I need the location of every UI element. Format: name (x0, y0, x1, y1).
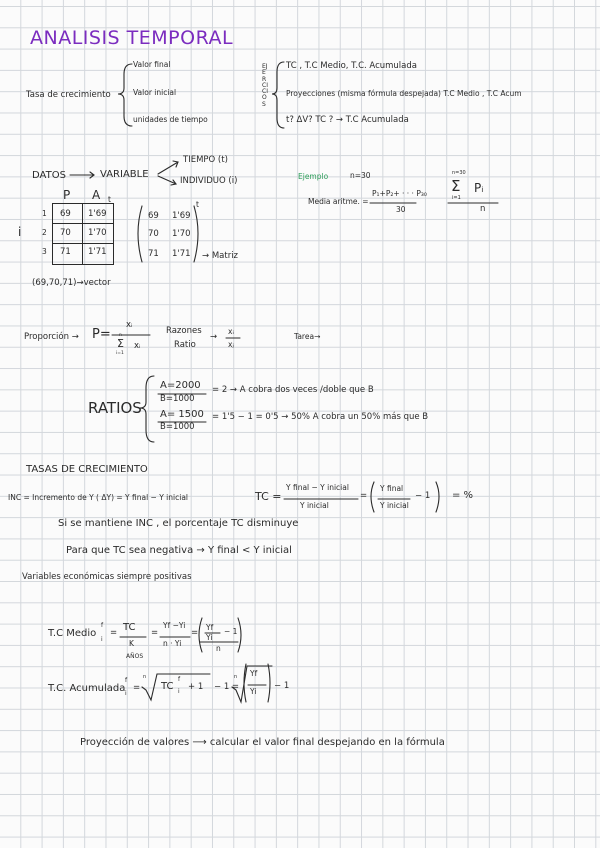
proporcion-p: P= (92, 327, 111, 342)
ejercicio-item: Proyecciones (misma fórmula despejada) T.C Medio , T.C Acum (286, 89, 522, 98)
acumulada-minus-one: − 1 = (214, 682, 240, 692)
ejercicio-item: TC , T.C Medio, T.C. Acumulada (286, 61, 417, 71)
tasa-item: Valor inicial (133, 88, 177, 97)
tiempo-label: TIEMPO (t) (183, 155, 228, 165)
medio-sup: f (101, 622, 104, 629)
medio-label: T.C Medio (48, 628, 97, 639)
individuo-label: INDIVIDUO (i) (180, 176, 238, 186)
row-index: 2 (42, 228, 47, 237)
table-cell: 1'71 (88, 247, 107, 257)
row-index: 1 (42, 209, 47, 218)
razones-arrow: → (210, 332, 218, 342)
ratio2-num: A= 1500 (160, 409, 204, 420)
sum-top: n=30 (452, 170, 466, 176)
acumulada-radicand-sup: f (178, 676, 181, 683)
proporcion-den-top: n (119, 333, 122, 338)
tc-percent: = % (452, 490, 474, 501)
matrix-cell: 1'69 (172, 211, 191, 221)
medio-num: TC (123, 622, 136, 633)
acumulada-r2-num: Yf (250, 669, 258, 678)
ratio-num: xᵢ (228, 327, 234, 336)
matrix-cell: 71 (148, 249, 159, 259)
acumulada-r2-den: Yi (250, 687, 257, 696)
media-label: Media aritme. = (308, 197, 369, 206)
negativa-note: Para que TC sea negativa → Y final < Y inicial (66, 545, 292, 556)
page-title: ANALISIS TEMPORAL (30, 27, 234, 49)
medio-inner-num: Yf (206, 623, 214, 632)
acumulada-radicand-sub: i (178, 688, 180, 695)
tc-paren-den: Y inicial (380, 501, 409, 510)
inc-definition: INC = Incremento de Y ( ΔY) = Y final − Y inicial (8, 493, 188, 502)
acumulada-end: − 1 (274, 681, 290, 691)
proporcion-sigma: Σ (117, 337, 124, 350)
sum-bottom: i=1 (452, 195, 461, 201)
acumulada-label: T.C. Acumulada (48, 683, 126, 694)
medio-anos: AÑOS (126, 653, 144, 660)
sum-denominator: n (480, 204, 486, 214)
proporcion-num: xᵢ (126, 320, 133, 330)
ratio-label: Ratio (174, 340, 196, 350)
tarea-label: Tarea→ (294, 332, 321, 341)
acumulada-plus-one: + 1 (188, 682, 204, 692)
tc-num: Y final − Y inicial (286, 483, 349, 492)
sum-sigma: Σ (451, 177, 461, 195)
matrix-cell: 1'70 (172, 229, 191, 239)
proporcion-den-bottom: i=1 (116, 351, 124, 356)
ratio-den: xⱼ (228, 340, 234, 349)
ejercicios-brace (272, 62, 284, 128)
acumulada-root2-idx: n (234, 674, 238, 680)
medio-sub: i (101, 636, 103, 643)
medio-inner-den: Yi (206, 633, 213, 642)
ratios-brace (140, 376, 154, 442)
tc-paren-num: Y final (380, 484, 404, 493)
matrix-t-mark: t (196, 200, 199, 209)
table-cell: 71 (60, 247, 71, 257)
variable-label: VARIABLE (100, 169, 149, 180)
row-index: 3 (42, 247, 47, 256)
acumulada-root-idx: n (143, 674, 147, 680)
acumulada-eq: = (133, 683, 141, 693)
proyeccion-note: Proyección de valores ⟶ calcular el valor final despejando en la fórmula (80, 737, 445, 748)
ratio2-den: B=1000 (160, 422, 195, 432)
matrix-cell: 1'71 (172, 249, 191, 259)
ratio2-result: = 1'5 − 1 = 0'5 → 50% A cobra un 50% más que B (212, 412, 429, 422)
matrix-cell: 70 (148, 229, 159, 239)
ejemplo-n: n=30 (350, 171, 371, 180)
matrix-right-paren (194, 206, 198, 262)
medio-eq3: = (191, 628, 199, 638)
ratios-heading: RATIOS (88, 399, 142, 417)
tasa-item: unidades de tiempo (133, 115, 208, 124)
table-header: A (92, 188, 101, 202)
ratio1-result: = 2 → A cobra dos veces /doble que B (212, 385, 374, 395)
tasa-label: Tasa de crecimiento (26, 90, 111, 100)
medio-outer-den: n (216, 644, 221, 653)
tc-eq: = (360, 491, 368, 501)
acumulada-radicand: TC (161, 681, 174, 692)
vector-label: (69,70,71)→vector (32, 278, 111, 288)
ratio1-num: A=2000 (160, 380, 201, 391)
table-header: P (63, 188, 71, 202)
tc-minus-one: − 1 (415, 491, 431, 501)
tasas-heading: TASAS DE CRECIMIENTO (26, 464, 148, 475)
tasa-brace (118, 64, 132, 126)
medio-eq2: = (151, 628, 159, 638)
medio-den2: n · Yi (163, 639, 182, 648)
matrix-label: → Matriz (202, 251, 239, 261)
ejercicios-label: EJERCICIOS (262, 63, 268, 108)
matrix-cell: 69 (148, 211, 159, 221)
media-denominator: 30 (396, 205, 406, 214)
acumulada-sup: f (125, 677, 128, 684)
tasa-item: Valor final (133, 60, 171, 69)
acumulada-sub: i (125, 690, 127, 697)
table-cell: 1'69 (88, 209, 107, 219)
table-cell: 70 (60, 228, 71, 238)
table-cell: 69 (60, 209, 71, 219)
medio-num2: Yf −Yi (163, 621, 186, 630)
razones-label: Razones (166, 326, 202, 336)
medio-eq: = (110, 628, 118, 638)
ratio1-den: B=1000 (160, 394, 195, 404)
proporcion-label: Proporción → (24, 332, 79, 342)
media-numerator: P₁+P₂+ · · · P₃₀ (372, 189, 427, 198)
ejercicio-item: t? ΔV? TC ? → T.C Acumulada (286, 115, 409, 125)
sum-term: Pᵢ (474, 181, 484, 195)
ejemplo-label: Ejemplo (298, 172, 329, 181)
tc-label: TC = (255, 490, 282, 503)
medio-den: K (129, 639, 134, 648)
proporcion-den-x: xᵢ (134, 341, 141, 351)
matrix-left-paren (138, 206, 142, 262)
variables-note: Variables económicas siempre positivas (22, 572, 192, 582)
tc-den: Y inicial (300, 501, 329, 510)
mantiene-note: Si se mantiene INC , el porcentaje TC disminuye (58, 518, 299, 529)
table-i-mark: i (18, 225, 22, 239)
table-t-mark: t (108, 195, 111, 204)
datos-label: DATOS (32, 170, 66, 181)
table-cell: 1'70 (88, 228, 107, 238)
medio-inner-minus: − 1 (224, 627, 238, 636)
